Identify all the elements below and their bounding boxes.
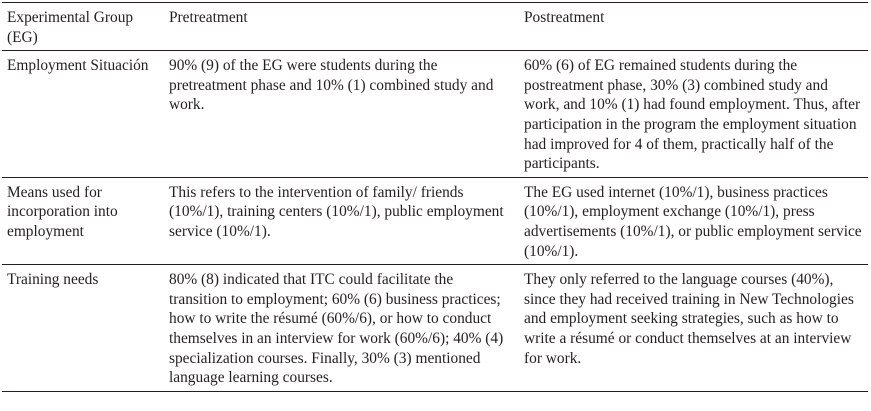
- header-row: [2, 3, 868, 51]
- row-label: Training needs: [2, 265, 164, 392]
- table-header: [2, 3, 868, 51]
- postreatment-cell: The EG used internet (10%/1), business practices (10%/1), employment exchange (10%/1), press advertisements (10%/1), or public employment service (10%/1).: [519, 177, 868, 264]
- header-experimental-group: Experimental Group (EG): [2, 3, 164, 51]
- results-table: [2, 2, 868, 392]
- pretreatment-cell: This refers to the intervention of family/ friends (10%/1), training centers (10%/1), public employment service (10%/1).: [164, 177, 519, 264]
- row-employment-situation: [2, 51, 868, 178]
- pretreatment-cell: 80% (8) indicated that ITC could facilitate the transition to employment; 60% (6) business practices; how to write the résumé (60%/6), or how to conduct themselves in an interview for work (60%/6); 40% (4) specialization courses. Finally, 30% (3) mentioned language learning courses.: [164, 265, 519, 392]
- header-postreatment: Postreatment: [519, 3, 868, 51]
- header-pretreatment: Pretreatment: [164, 3, 519, 51]
- postreatment-cell: They only referred to the language courses (40%), since they had received training in New Technologies and employment seeking strategies, such as how to write a résumé or conduct themselves at an interview for work.: [519, 265, 868, 392]
- row-label: Means used for incorporation into employment: [2, 177, 164, 264]
- row-means-used: [2, 177, 868, 264]
- postreatment-cell: 60% (6) of EG remained students during the postreatment phase, 30% (3) combined study and work, and 10% (1) had found employment. Thus, after participation in the program the employment situation had improved for 4 of them, practically half of the participants.: [519, 51, 868, 178]
- table-body: [2, 51, 868, 392]
- row-label: Employment Situación: [2, 51, 164, 178]
- row-training-needs: [2, 265, 868, 392]
- pretreatment-cell: 90% (9) of the EG were students during the pretreatment phase and 10% (1) combined study and work.: [164, 51, 519, 178]
